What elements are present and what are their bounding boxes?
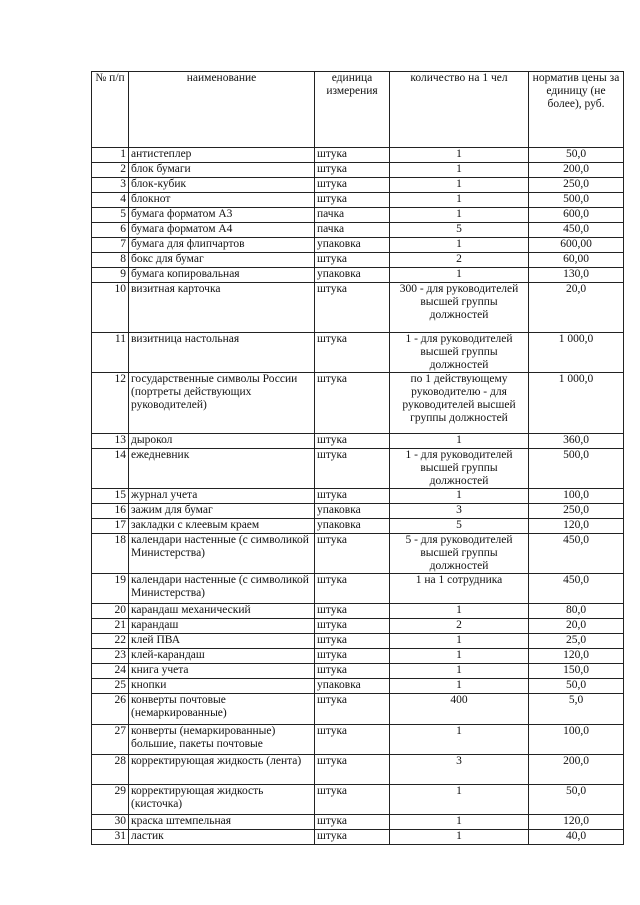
row-name: дырокол	[129, 434, 315, 449]
row-num: 17	[92, 519, 129, 534]
row-price: 250,0	[529, 504, 624, 519]
table-row	[92, 373, 624, 434]
row-qty: 1	[390, 208, 529, 223]
row-num: 9	[92, 268, 129, 283]
row-qty: 5	[390, 223, 529, 238]
row-unit: упаковка	[315, 238, 390, 253]
row-name: журнал учета	[129, 489, 315, 504]
row-num: 19	[92, 574, 129, 604]
table-row	[92, 253, 624, 268]
table-row	[92, 333, 624, 373]
row-unit: штука	[315, 449, 390, 489]
table-row	[92, 649, 624, 664]
row-name: закладки с клеевым краем	[129, 519, 315, 534]
row-qty: 2	[390, 619, 529, 634]
row-price: 600,00	[529, 238, 624, 253]
row-num: 29	[92, 785, 129, 815]
row-name: карандаш механический	[129, 604, 315, 619]
row-name: календари настенные (с символикой Министерства)	[129, 574, 315, 604]
row-qty: 5	[390, 519, 529, 534]
row-num: 27	[92, 725, 129, 755]
row-unit: штука	[315, 634, 390, 649]
row-num: 25	[92, 679, 129, 694]
table-header	[92, 72, 624, 148]
row-unit: упаковка	[315, 504, 390, 519]
row-name: конверты почтовые (немаркированные)	[129, 694, 315, 725]
table-row	[92, 223, 624, 238]
row-price: 25,0	[529, 634, 624, 649]
row-qty: 1	[390, 163, 529, 178]
row-qty: 1 - для руководителей высшей группы должностей	[390, 333, 529, 373]
table-row	[92, 148, 624, 163]
row-price: 120,0	[529, 815, 624, 830]
table-row	[92, 504, 624, 519]
row-name: бумага форматом А4	[129, 223, 315, 238]
row-price: 50,0	[529, 679, 624, 694]
row-price: 1 000,0	[529, 373, 624, 434]
row-name: государственные символы России (портреты действующих руководителей)	[129, 373, 315, 434]
row-num: 21	[92, 619, 129, 634]
row-name: блок бумаги	[129, 163, 315, 178]
row-qty: 1	[390, 649, 529, 664]
row-name: блокнот	[129, 193, 315, 208]
row-num: 13	[92, 434, 129, 449]
row-unit: штука	[315, 649, 390, 664]
row-price: 450,0	[529, 223, 624, 238]
row-name: календари настенные (с символикой Министерства)	[129, 534, 315, 574]
table-row	[92, 163, 624, 178]
header-num: № п/п	[92, 72, 129, 148]
row-name: бумага копировальная	[129, 268, 315, 283]
table-row	[92, 634, 624, 649]
table-row	[92, 815, 624, 830]
row-unit: штука	[315, 755, 390, 785]
row-unit: штука	[315, 373, 390, 434]
table-row	[92, 534, 624, 574]
row-unit: штука	[315, 333, 390, 373]
row-unit: штука	[315, 604, 390, 619]
table-row	[92, 208, 624, 223]
table-row	[92, 434, 624, 449]
row-name: бумага форматом А3	[129, 208, 315, 223]
table-row	[92, 830, 624, 845]
row-unit: пачка	[315, 223, 390, 238]
table-body	[92, 148, 624, 845]
row-name: конверты (немаркированные) большие, пакеты почтовые	[129, 725, 315, 755]
table-row	[92, 489, 624, 504]
row-unit: штука	[315, 725, 390, 755]
row-price: 600,0	[529, 208, 624, 223]
row-qty: 3	[390, 504, 529, 519]
row-price: 50,0	[529, 785, 624, 815]
row-unit: штука	[315, 434, 390, 449]
row-name: визитная карточка	[129, 283, 315, 333]
row-price: 130,0	[529, 268, 624, 283]
row-price: 120,0	[529, 649, 624, 664]
row-price: 250,0	[529, 178, 624, 193]
row-qty: 300 - для руководителей высшей группы должностей	[390, 283, 529, 333]
row-num: 10	[92, 283, 129, 333]
row-unit: штука	[315, 574, 390, 604]
row-num: 7	[92, 238, 129, 253]
row-price: 50,0	[529, 148, 624, 163]
row-qty: 1	[390, 434, 529, 449]
row-name: блок-кубик	[129, 178, 315, 193]
row-qty: 1	[390, 178, 529, 193]
row-num: 12	[92, 373, 129, 434]
row-price: 60,00	[529, 253, 624, 268]
row-unit: штука	[315, 253, 390, 268]
row-qty: 1	[390, 634, 529, 649]
table-row	[92, 283, 624, 333]
row-name: корректирующая жидкость (кисточка)	[129, 785, 315, 815]
row-unit: штука	[315, 830, 390, 845]
row-num: 23	[92, 649, 129, 664]
row-price: 450,0	[529, 534, 624, 574]
table-row	[92, 268, 624, 283]
row-qty: 1	[390, 268, 529, 283]
row-name: бумага для флипчартов	[129, 238, 315, 253]
row-unit: упаковка	[315, 268, 390, 283]
row-name: антистеплер	[129, 148, 315, 163]
row-name: клей-карандаш	[129, 649, 315, 664]
row-qty: 5 - для руководителей высшей группы должностей	[390, 534, 529, 574]
row-qty: 1	[390, 193, 529, 208]
header-price: норматив цены за единицу (не более), руб.	[529, 72, 624, 148]
table-row	[92, 694, 624, 725]
row-unit: штука	[315, 694, 390, 725]
row-qty: 1	[390, 238, 529, 253]
row-qty: 1	[390, 148, 529, 163]
table-row	[92, 178, 624, 193]
supplies-norms-table	[91, 71, 624, 845]
row-price: 200,0	[529, 163, 624, 178]
row-num: 4	[92, 193, 129, 208]
row-num: 22	[92, 634, 129, 649]
row-qty: 1	[390, 604, 529, 619]
table-row	[92, 664, 624, 679]
row-num: 28	[92, 755, 129, 785]
row-name: кнопки	[129, 679, 315, 694]
table-row	[92, 619, 624, 634]
row-unit: штука	[315, 193, 390, 208]
row-unit: штука	[315, 664, 390, 679]
row-unit: штука	[315, 178, 390, 193]
row-unit: штука	[315, 815, 390, 830]
row-unit: штука	[315, 283, 390, 333]
table-row	[92, 785, 624, 815]
row-name: корректирующая жидкость (лента)	[129, 755, 315, 785]
row-num: 18	[92, 534, 129, 574]
row-price: 100,0	[529, 489, 624, 504]
row-num: 2	[92, 163, 129, 178]
row-name: визитница настольная	[129, 333, 315, 373]
row-name: карандаш	[129, 619, 315, 634]
table-row	[92, 679, 624, 694]
row-num: 15	[92, 489, 129, 504]
row-num: 31	[92, 830, 129, 845]
row-num: 26	[92, 694, 129, 725]
row-price: 80,0	[529, 604, 624, 619]
row-num: 14	[92, 449, 129, 489]
row-qty: 1	[390, 664, 529, 679]
table-row	[92, 238, 624, 253]
row-name: бокс для бумаг	[129, 253, 315, 268]
row-qty: 1	[390, 679, 529, 694]
row-unit: пачка	[315, 208, 390, 223]
row-num: 16	[92, 504, 129, 519]
row-qty: 2	[390, 253, 529, 268]
row-qty: 1	[390, 725, 529, 755]
row-price: 360,0	[529, 434, 624, 449]
row-unit: упаковка	[315, 679, 390, 694]
row-num: 30	[92, 815, 129, 830]
table-row	[92, 574, 624, 604]
row-price: 500,0	[529, 449, 624, 489]
row-price: 150,0	[529, 664, 624, 679]
row-price: 20,0	[529, 283, 624, 333]
row-qty: по 1 действующему руководителю - для руководителей высшей группы должностей	[390, 373, 529, 434]
header-name: наименование	[129, 72, 315, 148]
document-page	[91, 71, 623, 845]
row-num: 3	[92, 178, 129, 193]
row-num: 11	[92, 333, 129, 373]
header-qty: количество на 1 чел	[390, 72, 529, 148]
row-qty: 1	[390, 489, 529, 504]
row-unit: штука	[315, 489, 390, 504]
row-unit: штука	[315, 619, 390, 634]
table-row	[92, 449, 624, 489]
row-num: 6	[92, 223, 129, 238]
row-num: 20	[92, 604, 129, 619]
row-qty: 400	[390, 694, 529, 725]
row-name: зажим для бумаг	[129, 504, 315, 519]
row-qty: 1 - для руководителей высшей группы должностей	[390, 449, 529, 489]
row-name: ежедневник	[129, 449, 315, 489]
row-unit: упаковка	[315, 519, 390, 534]
table-row	[92, 519, 624, 534]
row-qty: 1	[390, 785, 529, 815]
row-price: 500,0	[529, 193, 624, 208]
row-price: 40,0	[529, 830, 624, 845]
row-unit: штука	[315, 148, 390, 163]
row-price: 100,0	[529, 725, 624, 755]
row-name: клей ПВА	[129, 634, 315, 649]
row-qty: 1 на 1 сотрудника	[390, 574, 529, 604]
row-price: 1 000,0	[529, 333, 624, 373]
row-unit: штука	[315, 534, 390, 574]
row-name: ластик	[129, 830, 315, 845]
row-qty: 3	[390, 755, 529, 785]
row-price: 5,0	[529, 694, 624, 725]
row-qty: 1	[390, 815, 529, 830]
row-unit: штука	[315, 163, 390, 178]
table-row	[92, 725, 624, 755]
row-name: книга учета	[129, 664, 315, 679]
row-unit: штука	[315, 785, 390, 815]
table-row	[92, 755, 624, 785]
row-price: 120,0	[529, 519, 624, 534]
table-row	[92, 604, 624, 619]
header-unit: единица измерения	[315, 72, 390, 148]
table-row	[92, 193, 624, 208]
row-price: 20,0	[529, 619, 624, 634]
row-num: 24	[92, 664, 129, 679]
row-num: 8	[92, 253, 129, 268]
row-qty: 1	[390, 830, 529, 845]
row-price: 200,0	[529, 755, 624, 785]
row-num: 5	[92, 208, 129, 223]
row-num: 1	[92, 148, 129, 163]
row-name: краска штемпельная	[129, 815, 315, 830]
row-price: 450,0	[529, 574, 624, 604]
